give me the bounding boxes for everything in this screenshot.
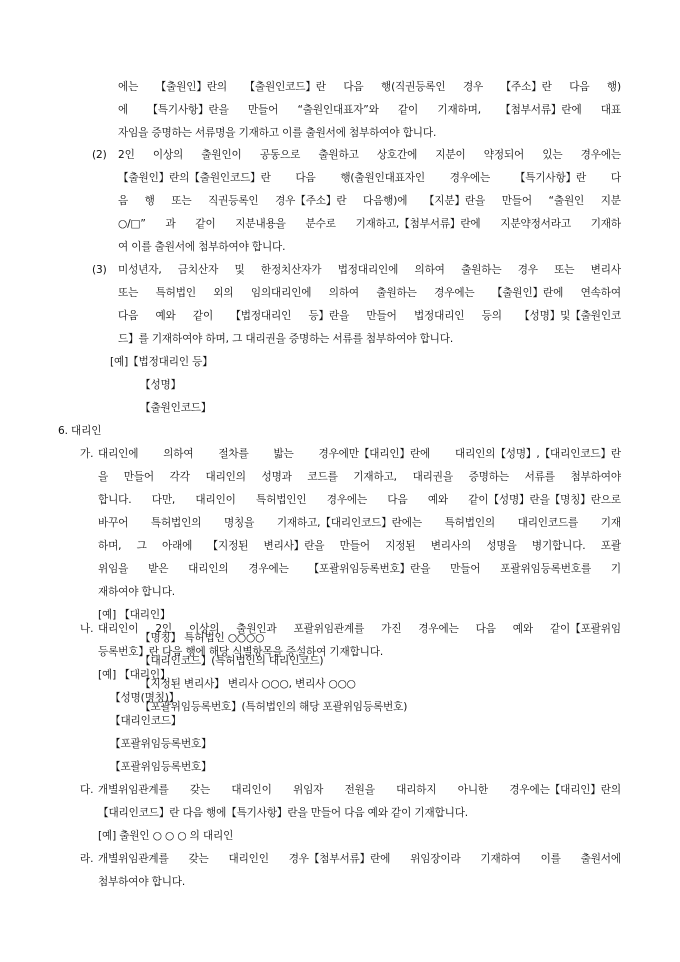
item-na-example-registration-2: 【포괄위임등록번호】 (110, 761, 212, 773)
item-na-example-code: 【대리인코드】 (110, 715, 182, 727)
item-ga-line-6: 위임을 받은 대리인의 경우에는 【포괄위임등록번호】란을 만들어 포괄위임등록번호를 기 (98, 563, 621, 575)
item-3-line-3: 다음 예와 같이 【법정대리인 등】란을 만들어 법정대리인 등의 【성명】및【출원인코 (118, 310, 621, 322)
item-3-line-1: 미성년자, 금치산자 및 한정치산자가 법정대리인에 의하여 출원하는 경우 또는 변리사 (118, 264, 621, 276)
item-3-line-2: 또는 특허법인 외의 임의대리인에 의하여 출원하는 경우에는 【출원인】란에 연속하여 (118, 287, 621, 299)
item-ra-line-1: 개별위임관계를 갖는 대리인인 경우【첨부서류】란에 위임장이라 기재하여 이를 출원서에 (98, 853, 621, 865)
item-ga-line-3: 합니다. 다만, 대리인이 특허법인인 경우에는 다음 예와 같이【성명】란을【명칭】란으로 (98, 494, 621, 506)
item-ga-example-patent-attorney: 【지정된 변리사】 변리사 ○○○, 변리사 ○○○ (140, 678, 356, 690)
item-2-line-5: 여 이를 출원서에 첨부하여야 합니다. (118, 241, 286, 253)
item-ga-line-4: 바꾸어 특허법인의 명칭을 기재하고,【대리인코드】란에는 특허법인의 대리인코드를 기재 (98, 517, 621, 529)
item-da-line-1: 개별위임관계를 갖는 대리인이 위임자 전원을 대리하지 아니한 경우에는【대리인】란의 (98, 784, 621, 796)
item-3-example-name: 【성명】 (140, 379, 182, 391)
item-na-example-heading: [예] 【대리인】 (98, 669, 171, 681)
item-ra-marker: 라. (80, 853, 94, 865)
item-da-line-2: 【대리인코드】란 다음 행에【특기사항】란을 만들어 다음 예와 같이 기재합니다. (98, 807, 469, 819)
continuation-line-3: 자임을 증명하는 서류명을 기재하고 이를 출원서에 첨부하여야 합니다. (118, 127, 437, 139)
item-ga-line-1: 대리인에 의하여 절차를 밟는 경우에만【대리인】란에 대리인의【성명】,【대리인코드】란 (98, 448, 621, 460)
item-2-line-4: ○/□” 과 같이 지분내용을 분수로 기재하고,【첨부서류】란에 지분약정서라고 기재하 (118, 218, 621, 230)
item-ga-line-2: 을 만들어 각각 대리인의 성명과 코드를 기재하고, 대리권을 증명하는 서류를 첨부하여야 (98, 471, 621, 483)
item-ga-marker: 가. (80, 448, 94, 460)
item-ga-line-7: 재하여야 합니다. (98, 586, 176, 598)
item-ra-line-2: 첨부하여야 합니다. (98, 876, 186, 888)
item-da-marker: 다. (80, 784, 94, 796)
item-3-example-code: 【출원인코드】 (140, 402, 212, 414)
item-na-example-name: 【성명(명칭)】 (110, 692, 180, 704)
item-da-example: [예] 출원인 ○ ○ ○ 의 대리인 (98, 830, 234, 842)
item-na-example-registration-1: 【포괄위임등록번호】 (110, 738, 212, 750)
continuation-line-1: 에는 【출원인】란의 【출원인코드】란 다음 행(직권등록인 경우 【주소】란 다음 행) (118, 81, 621, 93)
item-na-marker: 나. (80, 623, 94, 635)
item-ga-line-5: 하며, 그 아래에 【지정된 변리사】란을 만들어 지정된 변리사의 성명을 병기합니다. 포괄 (98, 540, 621, 552)
item-na-line-1: 대리인이 2인 이상의 출원인과 포괄위임관계를 가진 경우에는 다음 예와 같이【포괄위임 (98, 623, 621, 635)
item-ga-example-title: 【명칭】 특허법인 ○○○○ (140, 632, 265, 644)
item-ga-example-code: 【대리인코드】(특허법인의 대리인코드) (140, 655, 324, 667)
continuation-line-2: 에 【특기사항】란을 만들어 “출원인대표자”와 같이 기재하며, 【첨부서류】란에 대표 (118, 104, 621, 116)
item-3-example-heading: [예]【법정대리인 등】 (110, 356, 213, 368)
item-3-number: (3) (92, 264, 107, 276)
item-3-line-4: 드】를 기재하여야 하며, 그 대리권을 증명하는 서류를 첨부하여야 합니다. (118, 333, 454, 345)
item-ga-example-general-registration: 【포괄위임등록번호】(특허법인의 해당 포괄위임등록번호) (140, 701, 408, 713)
item-2-line-3: 음 행 또는 직권등록인 경우【주소】란 다음행)에 【지분】란을 만들어 “출원인 지분 (118, 195, 621, 207)
item-2-line-2: 【출원인】란의【출원인코드】란 다음 행(출원인대표자인 경우에는 【특기사항】란 다 (118, 172, 621, 184)
section-6-title: 6. 대리인 (58, 425, 102, 437)
item-ga-example-heading: [예] 【대리인】 (98, 609, 171, 621)
item-na-line-2: 등록번호】란 다음 행에 해당 식별항목을 증설하여 기재합니다. (98, 646, 384, 658)
item-2-number: (2) (92, 149, 107, 161)
item-2-line-1: 2인 이상의 출원인이 공동으로 출원하고 상호간에 지분이 약정되어 있는 경우에는 (118, 149, 621, 161)
